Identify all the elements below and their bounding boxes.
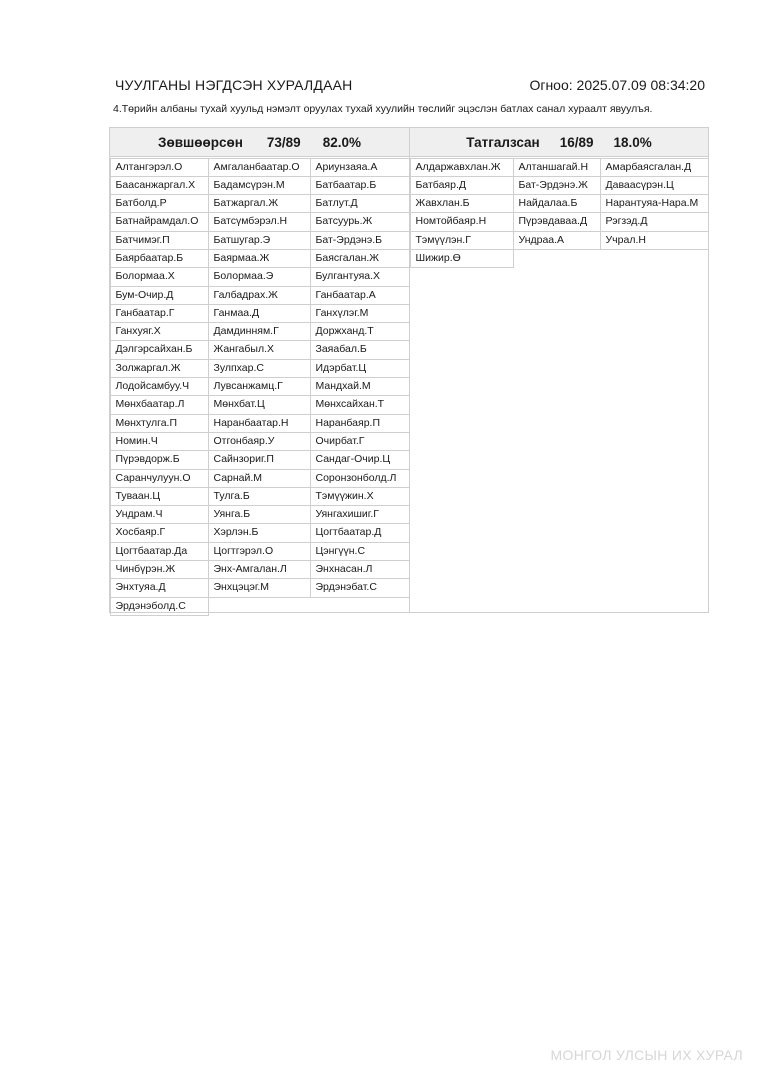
member-name-cell: Жавхлан.Б	[410, 194, 514, 213]
vote-subject: 4.Төрийн албаны тухай хуульд нэмэлт оруулах тухай хуулийн төслийг эцэслэн батлах санал хураалт явуулъя.	[113, 103, 653, 115]
member-name-cell: Лувсанжамц.Г	[208, 377, 311, 396]
member-name-cell: Мөнхбаатар.Л	[110, 395, 209, 414]
member-name-cell: Пүрэвдаваа.Д	[513, 212, 601, 231]
member-name-cell: Золжаргал.Ж	[110, 359, 209, 378]
member-name-cell: Батнайрамдал.О	[110, 212, 209, 231]
approved-count: 73/89	[266, 134, 301, 150]
member-name-cell: Наранбаяр.П	[310, 414, 410, 433]
member-name-cell: Цэнгүүн.С	[310, 542, 410, 561]
member-name-cell: Лодойсамбуу.Ч	[110, 377, 209, 396]
member-name-cell: Булгантуяа.Х	[310, 267, 410, 286]
member-name-cell: Учрал.Н	[600, 231, 709, 250]
member-name-cell: Батболд.Р	[110, 194, 209, 213]
rejected-percent: 18.0%	[613, 134, 652, 150]
member-name-cell: Батшугар.Э	[208, 231, 311, 250]
member-name-cell: Мөнхсайхан.Т	[310, 395, 410, 414]
member-name-cell: Зулпхар.С	[208, 359, 311, 378]
member-name-cell: Ганбаатар.Г	[110, 304, 209, 323]
member-name-cell: Баясгалан.Ж	[310, 249, 410, 268]
member-name-cell: Сайнзориг.П	[208, 450, 311, 469]
member-name-cell: Энхтуяа.Д	[110, 578, 209, 597]
member-name-cell: Цогтбаатар.Д	[310, 523, 410, 542]
member-name-cell: Цогтгэрэл.О	[208, 542, 311, 561]
member-name-cell: Хэрлэн.Б	[208, 523, 311, 542]
member-name-cell: Туваан.Ц	[110, 487, 209, 506]
member-name-cell: Ганхуяг.Х	[110, 322, 209, 341]
member-name-cell: Мөнхбат.Ц	[208, 395, 311, 414]
member-name-cell: Уянга.Б	[208, 505, 311, 524]
member-name-cell: Соронзонболд.Л	[310, 469, 410, 488]
session-title: ЧУУЛГАНЫ НЭГДСЭН ХУРАЛДААН	[115, 77, 353, 93]
member-name-cell: Номин.Ч	[110, 432, 209, 451]
member-name-cell: Батжаргал.Ж	[208, 194, 311, 213]
member-name-cell: Ганмаа.Д	[208, 304, 311, 323]
member-name-cell: Эрдэнэбат.С	[310, 578, 410, 597]
member-name-cell: Уянгахишиг.Г	[310, 505, 410, 524]
member-name-cell: Эрдэнэболд.С	[110, 597, 209, 616]
member-name-cell: Цогтбаатар.Да	[110, 542, 209, 561]
member-name-cell: Тэмүүлэн.Г	[410, 231, 514, 250]
member-name-cell: Шижир.Ө	[410, 249, 514, 268]
member-name-cell: Саранчулуун.О	[110, 469, 209, 488]
rejected-panel	[409, 127, 709, 613]
member-name-cell: Ганбаатар.А	[310, 286, 410, 305]
member-name-cell: Ундраа.А	[513, 231, 601, 250]
member-name-cell: Болормаа.Х	[110, 267, 209, 286]
member-name-cell: Хосбаяр.Г	[110, 523, 209, 542]
member-name-cell: Батсүмбэрэл.Н	[208, 212, 311, 231]
member-name-cell: Заяабал.Б	[310, 340, 410, 359]
member-name-cell: Ариунзаяа.А	[310, 158, 410, 177]
member-name-cell: Мөнхтулга.П	[110, 414, 209, 433]
approved-panel	[109, 127, 410, 613]
member-name-cell: Тулга.Б	[208, 487, 311, 506]
member-name-cell: Чинбүрэн.Ж	[110, 560, 209, 579]
member-name-cell: Батлут.Д	[310, 194, 410, 213]
member-name-cell: Алтаншагай.Н	[513, 158, 601, 177]
member-name-cell: Батчимэг.П	[110, 231, 209, 250]
member-name-cell: Баярбаатар.Б	[110, 249, 209, 268]
member-name-cell: Баярмаа.Ж	[208, 249, 311, 268]
member-name-cell: Бат-Эрдэнэ.Ж	[513, 176, 601, 195]
member-name-cell: Доржханд.Т	[310, 322, 410, 341]
member-name-cell: Энхнасан.Л	[310, 560, 410, 579]
approved-label: Зөвшөөрсөн	[158, 134, 243, 150]
rejected-names-grid	[410, 158, 708, 268]
vote-date: Огноо: 2025.07.09 08:34:20	[529, 77, 705, 93]
member-name-cell: Жангабыл.Х	[208, 340, 311, 359]
member-name-cell: Болормаа.Э	[208, 267, 311, 286]
member-name-cell: Бат-Эрдэнэ.Б	[310, 231, 410, 250]
member-name-cell: Нарантуяа-Нара.М	[600, 194, 709, 213]
member-name-cell: Найдалаа.Б	[513, 194, 601, 213]
member-name-cell: Энх-Амгалан.Л	[208, 560, 311, 579]
member-name-cell: Ундрам.Ч	[110, 505, 209, 524]
member-name-cell: Амарбаясгалан.Д	[600, 158, 709, 177]
member-name-cell: Сандаг-Очир.Ц	[310, 450, 410, 469]
member-name-cell: Бум-Очир.Д	[110, 286, 209, 305]
member-name-cell: Энхцэцэг.М	[208, 578, 311, 597]
member-name-cell: Мандхай.М	[310, 377, 410, 396]
approved-names-grid	[110, 158, 409, 615]
member-name-cell: Наранбаатар.Н	[208, 414, 311, 433]
member-name-cell: Галбадрах.Ж	[208, 286, 311, 305]
member-name-cell: Даваасүрэн.Ц	[600, 176, 709, 195]
member-name-cell: Бадамсүрэн.М	[208, 176, 311, 195]
member-name-cell: Батбаатар.Б	[310, 176, 410, 195]
member-name-cell: Баасанжаргал.Х	[110, 176, 209, 195]
member-name-cell: Дэлгэрсайхан.Б	[110, 340, 209, 359]
approved-percent: 82.0%	[322, 134, 361, 150]
member-name-cell: Дамдинням.Г	[208, 322, 311, 341]
rejected-label: Татгалзсан	[466, 134, 540, 150]
member-name-cell: Сарнай.М	[208, 469, 311, 488]
rejected-header	[410, 128, 708, 157]
parliament-watermark: МОНГОЛ УЛСЫН ИХ ХУРАЛ	[550, 1047, 743, 1063]
member-name-cell: Тэмүүжин.Х	[310, 487, 410, 506]
member-name-cell: Рэгзэд.Д	[600, 212, 709, 231]
approved-header	[110, 128, 409, 157]
member-name-cell: Отгонбаяр.У	[208, 432, 311, 451]
member-name-cell: Алдаржавхлан.Ж	[410, 158, 514, 177]
rejected-count: 16/89	[559, 134, 594, 150]
member-name-cell: Батбаяр.Д	[410, 176, 514, 195]
member-name-cell: Алтангэрэл.О	[110, 158, 209, 177]
member-name-cell: Амгаланбаатар.О	[208, 158, 311, 177]
member-name-cell: Идэрбат.Ц	[310, 359, 410, 378]
member-name-cell: Пүрэвдорж.Б	[110, 450, 209, 469]
member-name-cell: Номтойбаяр.Н	[410, 212, 514, 231]
member-name-cell: Очирбат.Г	[310, 432, 410, 451]
member-name-cell: Батсуурь.Ж	[310, 212, 410, 231]
member-name-cell: Ганхүлэг.М	[310, 304, 410, 323]
